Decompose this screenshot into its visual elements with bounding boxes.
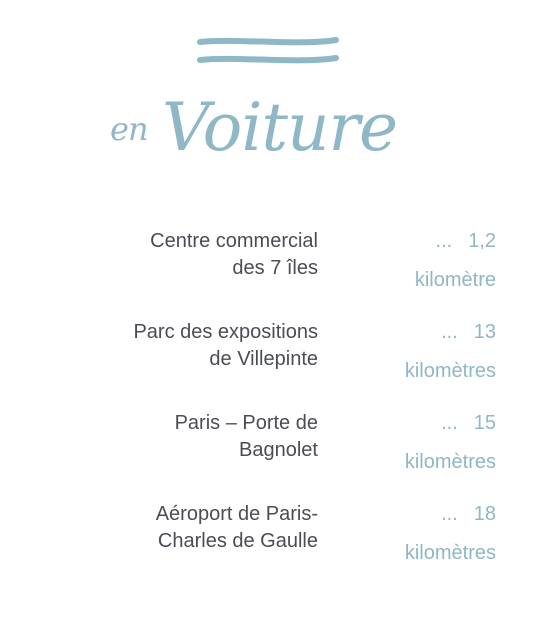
list-item [0, 408, 538, 499]
destination-name-line2: des 7 îles [232, 257, 318, 279]
distance-unit: kilomètres [404, 451, 496, 473]
distance-value: 15 [473, 412, 496, 434]
destination-name-line1: Centre commercial [150, 230, 318, 252]
destination-name [78, 319, 318, 373]
list-item [0, 499, 538, 590]
distance-dots: ... [441, 412, 458, 434]
destination-name-line2: de Villepinte [209, 348, 318, 370]
destination-name-line1: Paris – Porte de [174, 412, 318, 434]
page-title [110, 88, 440, 178]
distance-unit: kilomètre [414, 269, 496, 291]
distance [326, 228, 496, 294]
destination-name-line1: Parc des expositions [133, 321, 318, 343]
destination-name-line2: Charles de Gaulle [157, 530, 318, 552]
title-main: Voiture [162, 89, 398, 166]
wave-lines-icon [196, 34, 340, 68]
distance-value: 13 [473, 321, 496, 343]
distance [326, 501, 496, 567]
destination-name-line2: Bagnolet [239, 439, 318, 461]
distance-value: 18 [473, 503, 496, 525]
destination-name-line1: Aéroport de Paris- [155, 503, 318, 525]
distance-dots: ... [441, 321, 458, 343]
distance-unit: kilomètres [404, 542, 496, 564]
distance-value: 1,2 [468, 230, 496, 252]
title-prefix: en [110, 110, 148, 148]
distance [326, 319, 496, 385]
destination-list [0, 226, 538, 590]
distance-dots: ... [435, 230, 453, 252]
destination-name [78, 501, 318, 555]
list-item [0, 317, 538, 408]
list-item [0, 226, 538, 317]
destination-name [78, 410, 318, 464]
distance-unit: kilomètres [404, 360, 496, 382]
distance [326, 410, 496, 476]
distance-dots: ... [441, 503, 458, 525]
destination-name [78, 228, 318, 282]
